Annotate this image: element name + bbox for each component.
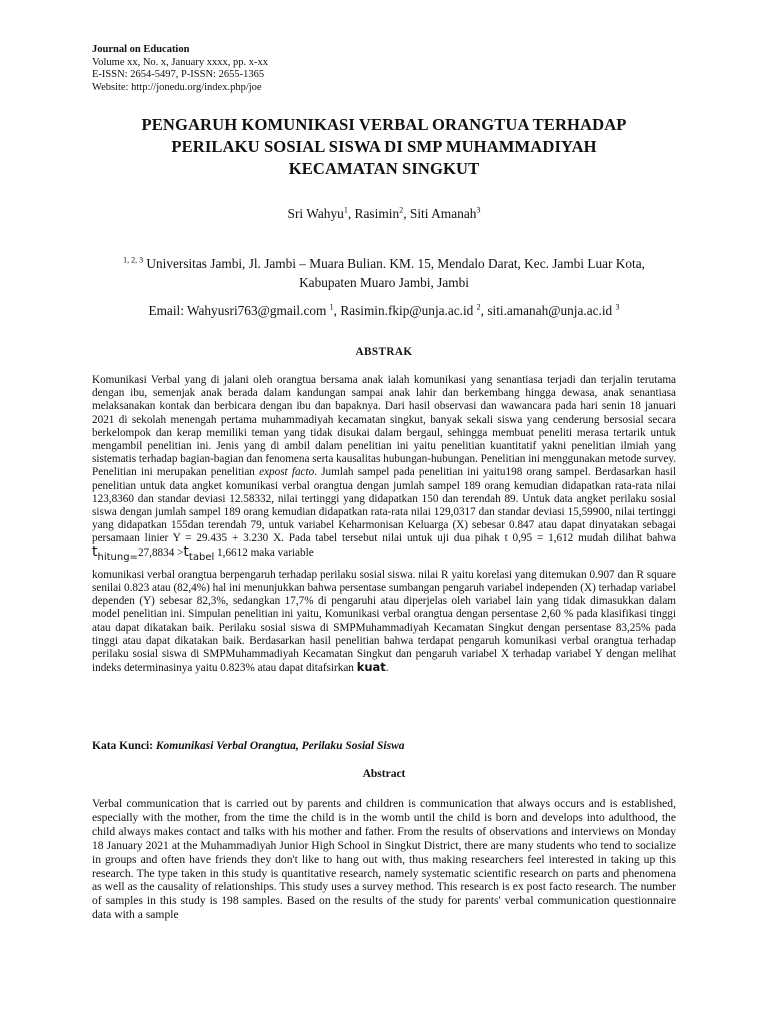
title-line: PERILAKU SOSIAL SISWA DI SMP MUHAMMADIYAH [171,137,597,156]
email-link[interactable]: Wahyusri763@gmail.com [187,303,327,318]
keywords-label: Kata Kunci: [92,740,154,752]
author-sup: 1 [343,205,348,215]
abstrak-text: komunikasi verbal orangtua berpengaruh terhadap perilaku sosial siswa. nilai R yaitu korelasi yang ditemukan 0.907 dan R square senilai 0.823 atau (82,4%) hal ini menunjukkan bahwa persentase sumbangan pengaruh variabel independen (X) terhadap variabel dependen (Y) sebesar 82,3%, sedangkan 17,7% di pengaruhi atau diperjelas oleh variabel lain yang tidak dimasukkan dalam model penelitian ini. Simpulan penelitian ini yaitu, Komunikasi verbal orangtua dengan persentase 2,60 % pada klasifikasi tinggi atau dapat dikatakan baik. Perilaku sosial siswa di SMPMuhammadiyah Kecamatan Singkut dengan persentase 83,25% pada tinggi atau dapat dikatakan baik. Berdasarkan hasil penelitian bahwa terdapat pengaruh komunikasi verbal orangtua terhadap perilaku sosial siswa di SMPMuhammadiyah Kecamatan Singkut dan pengaruh variabel X terhadap variabel Y dengan melihat indeks determinasinya yaitu 0.823% atau dapat ditafsirkan [92,568,676,675]
affiliation-line: Kabupaten Muaro Jambi, Jambi [299,275,469,290]
abstrak-text: 1,6612 maka variable [214,546,314,559]
abstract-paragraph: Verbal communication that is carried out by parents and children is communication that always occurs and is established, especially with the mother, from the time the child is in the womb until the child is born and develops into adulthood, the child always makes contact and talks with his mother and father. From the results of observations and interviews on Monday 18 January 2021 at the Muhammadiyah Junior High School in Singkut District, there are many students who tend to socialize in groups and often have friends they don't like to hang out with, thus making researchers feel interested in taking up this research. The type taken in this study is quantitative research, namely systematic scientific research on parts and phenomena as well as the causality of relationships. This study uses a survey method. This research is ex post facto research. The number of samples in this study is 198 samples. Based on the results of the study for parents' verbal communication questionnaire data with a sample [92,797,676,922]
email-sup: 3 [615,302,620,312]
t-hitung-symbol: t [92,543,98,560]
title-line: PENGARUH KOMUNIKASI VERBAL ORANGTUA TERHADAP [141,115,627,134]
author-list: Sri Wahyu$^1$, Rasimin$^2$, Siti Amanah$^3$ [287,205,481,221]
t-tabel-subscript: tabel [188,551,215,563]
abstrak-end: . [385,662,389,675]
abstrak-paragraph [92,569,676,676]
email-label: Email: [148,303,184,318]
journal-name: Journal on Education [92,44,190,55]
author-name: Siti Amanah [409,206,477,221]
email-sup: 1 [329,302,334,312]
email-line: Email: Wahyusri763@gmail.com $^1$, Rasimin.fkip@unja.ac.id $^2$, siti.amanah@unja.ac.id $^3$ [148,302,620,318]
abstrak-paragraph [92,374,676,564]
journal-volume: Volume xx, No. x, January xxxx, pp. x-xx [92,56,268,68]
keywords-value: Komunikasi Verbal Orangtua, Perilaku Sosial Siswa [155,740,405,752]
email-link[interactable]: Rasimin.fkip@unja.ac.id [340,303,474,318]
paper-title [92,114,676,180]
email-link[interactable]: siti.amanah@unja.ac.id [487,303,613,318]
author-name: Rasimin [354,206,400,221]
affiliation-line: Universitas Jambi, Jl. Jambi – Muara Bulian. KM. 15, Mendalo Darat, Kec. Jambi Luar Kota, [146,256,645,271]
abstrak-text: Komunikasi Verbal yang di jalani oleh orangtua bersama anak ialah komunikasi yang senantiasa terjadi dan terjalin terutama dengan ibu, semenjak anak berada dalam kandungan sampai anak lahir dan berkembang hingga dewasa, anak senantiasa melaksanakan kontak dan berbicara dengan ibu dan bapaknya. Dari hasil observasi dan wawancara pada hari senin 18 januari 2021 di sekolah menengah pertama muhammadiyah kecamatan singkut, banyak sekali siswa yang cenderung bersosial secara berkelompok dan kerap memiliki teman yang tidak disukai dalam bergaul, sehingga membuat peneliti merasa tertarik untuk mengambil penelitian ini. Jenis yang di ambil dalam penelitian ini yaitu penelitian kuantitatif yakni penelitian ilmiah yang sistematis terhadap bagian-bagian dan fenomena serta kausalitas hubungan-hubungan. Penelitian ini menggunakan metode survey. Penelitian ini merupakan penelitian [92,374,676,479]
keywords [92,740,676,752]
author-name: Sri Wahyu [287,206,344,221]
journal-header [92,44,692,94]
t-value: 27,8834 > [137,546,184,559]
abstrak-bold: kuat [356,660,386,675]
author-sup: 3 [476,205,481,215]
journal-issn: E-ISSN: 2654-5497, P-ISSN: 2655-1365 [92,69,265,80]
journal-website: Website: http://jonedu.org/index.php/joe [92,81,262,93]
abstrak-heading: ABSTRAK [355,346,413,358]
abstrak-italic: expost facto [259,466,315,479]
t-tabel-symbol: t [183,543,189,560]
title-line: KECAMATAN SINGKUT [288,159,480,178]
abstract-heading: Abstract [362,768,406,780]
author-sup: 2 [399,205,404,215]
email-sup: 2 [476,302,481,312]
affiliation-sup: 1, 2, 3 [123,255,144,265]
abstrak-body [92,374,676,675]
t-hitung-subscript: hitung= [97,551,138,563]
abstrak-text: . Jumlah sampel pada penelitian ini yaitu198 orang sampel. Berdasarkan hasil penelitian untuk data angket komunikasi verbal orangtua dengan jumlah sampel 189 orang kemudian didapatkan rata-rata nilai 123,8360 dan standar deviasi 12.58332, nilai tertinggi yang didapatkan 150 dan terendah 89. Untuk data angket perilaku sosial siswa dengan jumlah sampel 189 orang kemudian didapatkan rata-rata nilai 129,0317 dan standar deviasi 15,59900, nilai tertinggi yang didapatkan 155dan terendah 79, untuk variabel Keharmonisan Keluarga (X) sebesar 0.847 atau dapat dinyatakan sebagai persamaan linier Y = 29.435 + 3.230 X. Pada tabel tersebut nilai untuk uji dua pihak t 0,95 = 1,612 mudah dilihat bahwa [92,466,677,545]
affiliation [92,254,676,292]
abstract-body [92,797,676,922]
